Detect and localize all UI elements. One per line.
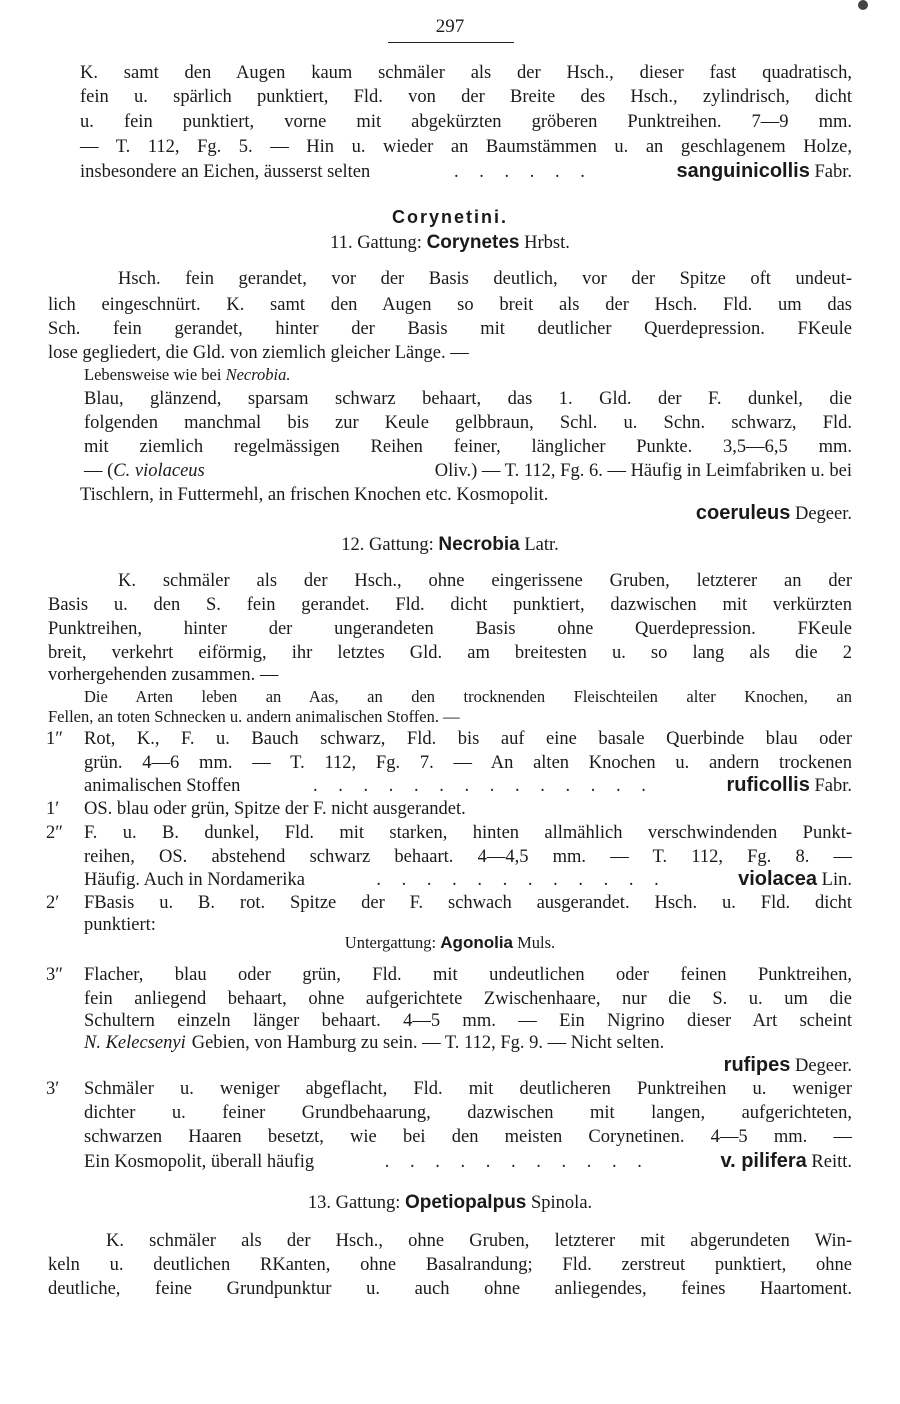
species-line: [0, 502, 852, 525]
text-line: Hsch. fein gerandet, vor der Basis deutlich, vor der Spitze oft undeut-: [118, 269, 852, 289]
species-line: [0, 1054, 852, 1077]
species-name: coeruleus: [695, 502, 791, 524]
species-name: v. pilifera: [720, 1150, 807, 1172]
text-line: lich eingeschnürt. K. samt den Augen so breit als der Hsch. Fld. um das: [48, 295, 852, 315]
text-segment: animalischen Stoffen: [84, 776, 241, 796]
tribe-heading: Corynetini.: [391, 207, 508, 227]
italic-genus: Necrobia.: [225, 365, 291, 384]
text-segment: Gebien, von Hamburg zu sein. — T. 112, Fg. 9. — Nicht selten.: [191, 1033, 665, 1053]
leader-dots: . . . . . . . . . . . . . .: [312, 776, 654, 796]
species-line: [84, 868, 852, 891]
text-line: K. schmäler als der Hsch., ohne Gruben, letzterer mit abgerundeten Win-: [106, 1231, 852, 1251]
text-segment: Ein Kosmopolit, überall häufig: [84, 1152, 315, 1172]
genus-author: Hrbst.: [524, 233, 570, 253]
text-line: fein u. spärlich punktiert, Fld. von der Breite des Hsch., zylindrisch, dicht: [80, 87, 852, 107]
text-line: Die Arten leben an Aas, an den trocknenden Fleischteilen alter Knochen, an: [84, 687, 852, 706]
text-line: vorhergehenden zusammen. —: [48, 665, 279, 685]
text-line: fein anliegend behaart, ohne aufgerichtete Zwischenhaare, nur die S. u. um die: [84, 989, 852, 1009]
subgenus-heading: [0, 932, 900, 954]
text-line: Basis u. den S. fein gerandet. Fld. dicht punktiert, dazwischen mit verkürzten: [48, 595, 852, 615]
page-number-rule: [388, 42, 514, 43]
text-line: Punktreihen, hinter der ungerandeten Basis ohne Querdepression. FKeule: [48, 619, 852, 639]
species-author: Fabr.: [814, 162, 852, 182]
text-line: u. fein punktiert, vorne mit abgekürzten gröberen Punktreihen. 7—9 mm.: [80, 112, 852, 132]
leader-dots: . . . . . . . . . . .: [384, 1152, 650, 1172]
genus-author: Spinola.: [531, 1193, 593, 1213]
text-line: reihen, OS. abstehend schwarz behaart. 4—4,5 mm. — T. 112, Fg. 8. —: [84, 847, 852, 867]
italic-synonym: C. violaceus: [113, 461, 205, 481]
text-line: [84, 364, 784, 386]
text-line: Schultern einzeln länger behaart. 4—5 mm. — Ein Nigrino dieser Art scheint: [84, 1011, 852, 1031]
genus-name: Corynetes: [426, 232, 520, 253]
species-author: Degeer.: [794, 1056, 852, 1076]
text-line: [84, 1032, 852, 1054]
genus-author: Latr.: [524, 535, 559, 555]
italic-species: N. Kelecsenyi: [84, 1033, 186, 1053]
species-name: ruficollis: [726, 774, 810, 796]
key-number: 2′: [46, 893, 60, 913]
text-line: deutliche, feine Grundpunktur u. auch ohne anliegendes, feines Haartoment.: [48, 1279, 852, 1299]
species-name: violacea: [738, 868, 818, 890]
genus-prefix: 11. Gattung:: [330, 233, 422, 253]
key-number: 3″: [46, 965, 63, 985]
species-author: Lin.: [821, 870, 852, 890]
text-line: schwarzen Haaren besetzt, wie bei den meisten Corynetinen. 4—5 mm. —: [84, 1127, 852, 1147]
text-line: folgenden manchmal bis zur Keule gelbbraun, Schl. u. Schn. schwarz, Fld.: [84, 413, 852, 433]
text-line: K. samt den Augen kaum schmäler als der Hsch., dieser fast quadratisch,: [80, 63, 852, 83]
text-line: — T. 112, Fg. 5. — Hin u. wieder an Baumstämmen u. an geschlagenem Holze,: [80, 137, 852, 157]
text-line: Tischlern, in Futtermehl, an frischen Knochen etc. Kosmopolit.: [80, 485, 549, 505]
subgenus-name: Agonolia: [440, 933, 513, 952]
text-line: Rot, K., F. u. Bauch schwarz, Fld. bis auf eine basale Querbinde blau oder: [84, 729, 852, 749]
species-name: sanguinicollis: [676, 160, 810, 182]
subgenus-prefix: Untergattung:: [344, 933, 437, 952]
text-line: dichter u. feiner Grundbehaarung, dazwischen mit langen, aufgerichteten,: [84, 1103, 852, 1123]
species-author: Degeer.: [794, 504, 852, 524]
page-number: 297: [435, 16, 465, 37]
species-line: [84, 1150, 852, 1173]
text-line: Blau, glänzend, sparsam schwarz behaart, das 1. Gld. der F. dunkel, die: [84, 389, 852, 409]
text-segment: Häufig. Auch in Nordamerika: [84, 870, 305, 890]
leader-dots: . . . . . .: [453, 162, 593, 182]
text-segment: Lebensweise wie bei: [84, 365, 222, 384]
text-line: punktiert:: [84, 915, 156, 935]
text-line: Fellen, an toten Schnecken u. andern animalischen Stoffen. —: [48, 707, 460, 726]
text-line: OS. blau oder grün, Spitze der F. nicht ausgerandet.: [84, 799, 466, 819]
species-author: Fabr.: [814, 776, 852, 796]
genus-heading: [0, 1192, 900, 1214]
text-segment: — (: [84, 461, 114, 481]
species-name: rufipes: [723, 1054, 791, 1076]
key-number: 1′: [46, 799, 60, 819]
text-segment: insbesondere an Eichen, äusserst selten: [80, 162, 371, 182]
text-line: grün. 4—6 mm. — T. 112, Fg. 7. — An alten Knochen u. andern trockenen: [84, 753, 852, 773]
text-line: F. u. B. dunkel, Fld. mit starken, hinten allmählich verschwindenden Punkt-: [84, 823, 852, 843]
genus-prefix: 12. Gattung:: [341, 535, 434, 555]
text-line: FBasis u. B. rot. Spitze der F. schwach ausgerandet. Hsch. u. Fld. dicht: [84, 893, 852, 913]
genus-name: Opetiopalpus: [404, 1192, 527, 1213]
species-author: Reitt.: [811, 1152, 852, 1172]
text-line: lose gegliedert, die Gld. von ziemlich gleicher Länge. —: [48, 343, 469, 363]
text-line: [84, 460, 852, 482]
text-line: mit ziemlich regelmässigen Reihen feiner, länglicher Punkte. 3,5—6,5 mm.: [84, 437, 852, 457]
genus-heading: [0, 232, 900, 254]
text-line: Flacher, blau oder grün, Fld. mit undeutlichen oder feinen Punktreihen,: [84, 965, 852, 985]
ink-spot: [858, 0, 868, 10]
species-line: [80, 160, 852, 183]
leader-dots: . . . . . . . . . . . .: [376, 870, 667, 890]
key-number: 2″: [46, 823, 63, 843]
text-line: Sch. fein gerandet, hinter der Basis mit deutlicher Querdepression. FKeule: [48, 319, 852, 339]
species-line: [84, 774, 852, 797]
text-line: K. schmäler als der Hsch., ohne eingerissene Gruben, letzterer an der: [118, 571, 852, 591]
text-segment: Oliv.) — T. 112, Fg. 6. — Häufig in Leimfabriken u. bei: [434, 461, 852, 481]
text-line: breit, verkehrt eiförmig, ihr letztes Gld. am breitesten u. so lang als die 2: [48, 643, 852, 663]
text-line: Schmäler u. weniger abgeflacht, Fld. mit deutlicheren Punktreihen u. weniger: [84, 1079, 852, 1099]
genus-name: Necrobia: [438, 534, 520, 555]
key-number: 3′: [46, 1079, 60, 1099]
key-number: 1″: [46, 729, 63, 749]
subgenus-author: Muls.: [517, 933, 556, 952]
genus-prefix: 13. Gattung:: [307, 1193, 401, 1213]
genus-heading: [0, 534, 900, 556]
text-line: keln u. deutlichen RKanten, ohne Basalrandung; Fld. zerstreut punktiert, ohne: [48, 1255, 852, 1275]
